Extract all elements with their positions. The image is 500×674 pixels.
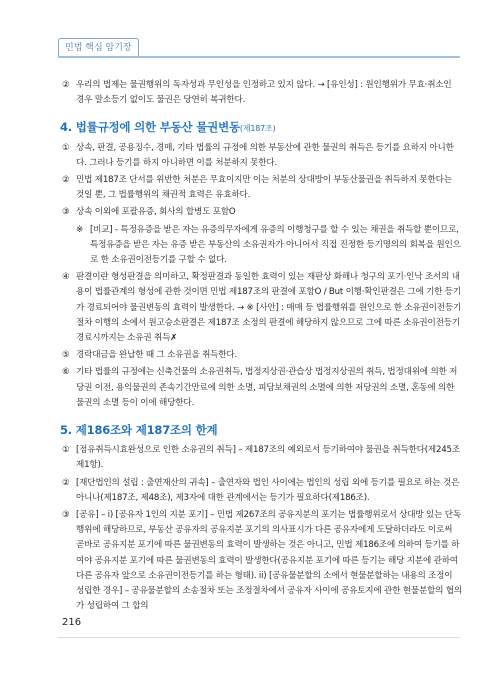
numbered-paragraph (62, 365, 462, 411)
paragraph-text: 기타 법률의 규정에는 신축건물의 소유권취득, 법정지상권·관습상 법정지상권의 취득, 법정대위에 의한 저당권 이전, 용익물권의 존속기간만료에 의한 소멸, 피담보채권의 소멸에 의한 저당권의 소멸, 혼동에 의한 물권의 소멸 등이 이에 해당한다. (76, 367, 458, 408)
page-number: 216 (62, 617, 82, 628)
paragraph-marker: ※ (76, 224, 84, 235)
paragraph-text: 상속 이외에 포괄유증, 회사의 합병도 포함O (76, 207, 236, 218)
numbered-paragraph (62, 443, 462, 473)
section-title (60, 120, 462, 136)
numbered-paragraph (62, 476, 462, 506)
paragraph-text: 우리의 법제는 물권행위의 독자성과 무인성을 인정하고 있지 않다. → [유인성] : 원인행위가 무효·취소인 경우 말소등기 없이도 물권은 당연히 복귀한다. (76, 80, 452, 106)
paragraph-marker: ⑥ (62, 367, 70, 378)
numbered-paragraph (62, 205, 462, 220)
numbered-paragraph (62, 348, 462, 363)
paragraph-marker: ⑤ (62, 350, 70, 361)
section-title (60, 423, 462, 439)
paragraph-marker: ④ (62, 272, 70, 283)
paragraph-marker: ③ (62, 207, 70, 218)
section-title-text: 5. 제186조와 제187조의 한계 (60, 423, 218, 438)
paragraph-text: 판결이란 형성판결을 의미하고, 확정판결과 동일한 효력이 있는 재판상 화해나 청구의 포기·인낙 조서의 내용이 법률관계의 형성에 관한 것이면 민법 제187조의 판결에 포함O / But 이행·확인판결은 그에 기한 등기가 경료되어야 물권변동의 효력이 발생한다. → ※ [사안] : 매매 등 법률행위를 원인으로 한 소유권이전등기절차 이행의 소에서 원고승소판결은 제187조 소정의 판결에 해당하지 않으므로 그에 따른 소유권이전등기 경료시까지는 소유권 취득✗ (76, 272, 462, 344)
running-header-tab: 민법 핵심 암기장 (58, 38, 139, 58)
paragraph-marker: ③ (62, 510, 70, 521)
paragraph-text: 상속, 판결, 공용징수, 경매, 기타 법률의 규정에 의한 부동산에 관한 물권의 취득은 등기를 요하지 아니한다. 그러나 등기를 하지 아니하면 이를 처분하지 못한다. (76, 142, 454, 168)
paragraph-text: 민법 제187조 단서를 위반한 처분은 무효이지만 이는 처분의 상대방이 부동산물권을 취득하지 못한다는 것일 뿐, 그 법률행위의 채권적 효력은 유효하다. (76, 175, 452, 201)
numbered-paragraph (62, 141, 462, 171)
numbered-paragraph (62, 78, 462, 108)
paragraph-text: [재단법인의 설립 : 출연재산의 귀속] – 출연자와 법인 사이에는 법인의 성립 외에 등기를 필요로 하는 것은 아니나(제187조, 제48조), 제3자에 대한 관계에서는 등기가 필요하다(제186조). (76, 477, 460, 503)
page-body (62, 78, 462, 617)
paragraph-marker: ① (62, 445, 70, 456)
paragraph-text: [비교] - 특정유증을 받은 자는 유증의무자에게 유증의 이행청구를 할 수 있는 채권을 취득할 뿐이므로, 특정유증을 받은 자는 유증 받은 부동산의 소유권자가 아니어서 직접 진정한 등기명의의 회복을 원인으로 한 소유권이전등기를 구할 수 없다. (90, 224, 461, 266)
section-title-note: (제187조) (239, 124, 276, 134)
paragraph-text: [공유] – i) [공유자 1인의 지분 포기] – 민법 제267조의 공유지분의 포기는 법률행위로서 상대방 있는 단독행위에 해당하므로, 부동산 공유자의 공유지분 포기의 의사표시가 다른 공유자에게 도달하더라도 이로써 곧바로 공유지분 포기에 따른 물권변동의 효력이 발생하는 것은 아니고, 민법 제186조에 의하여 등기를 하여야 공유지분 포기에 따른 물권변동의 효력이 발생한다(공유지분 포기에 따른 등기는 해당 지분에 관하여 다른 공유자 앞으로 소유권이전등기를 하는 형태). ii) [공유물분할의 소에서 현물분할하는 내용의 조정이 성립한 경우] – 공유물분할의 소송절차 또는 조정절차에서 공유자 사이에 공유토지에 관한 현물분할의 협의가 성립하여 그 합의 (76, 510, 462, 612)
footer-rule (58, 637, 460, 638)
section-title-text: 4. 법률규정에 의한 부동산 물권변동 (60, 120, 240, 135)
paragraph-marker: ② (62, 80, 70, 90)
paragraph-marker: ② (62, 477, 70, 488)
header-rule (58, 56, 460, 58)
numbered-paragraph (62, 270, 462, 346)
numbered-paragraph (62, 508, 462, 614)
paragraph-text: 경락대금을 완납한 때 그 소유권을 취득한다. (76, 350, 238, 361)
numbered-paragraph (62, 173, 462, 203)
paragraph-text: [점유취득시효완성으로 인한 소유권의 취득] – 제187조의 예외로서 등기하여야 물권을 취득한다(제245조 제1항). (76, 445, 460, 471)
paragraph-marker: ② (62, 175, 70, 186)
note-paragraph (62, 223, 462, 269)
paragraph-marker: ① (62, 142, 70, 153)
